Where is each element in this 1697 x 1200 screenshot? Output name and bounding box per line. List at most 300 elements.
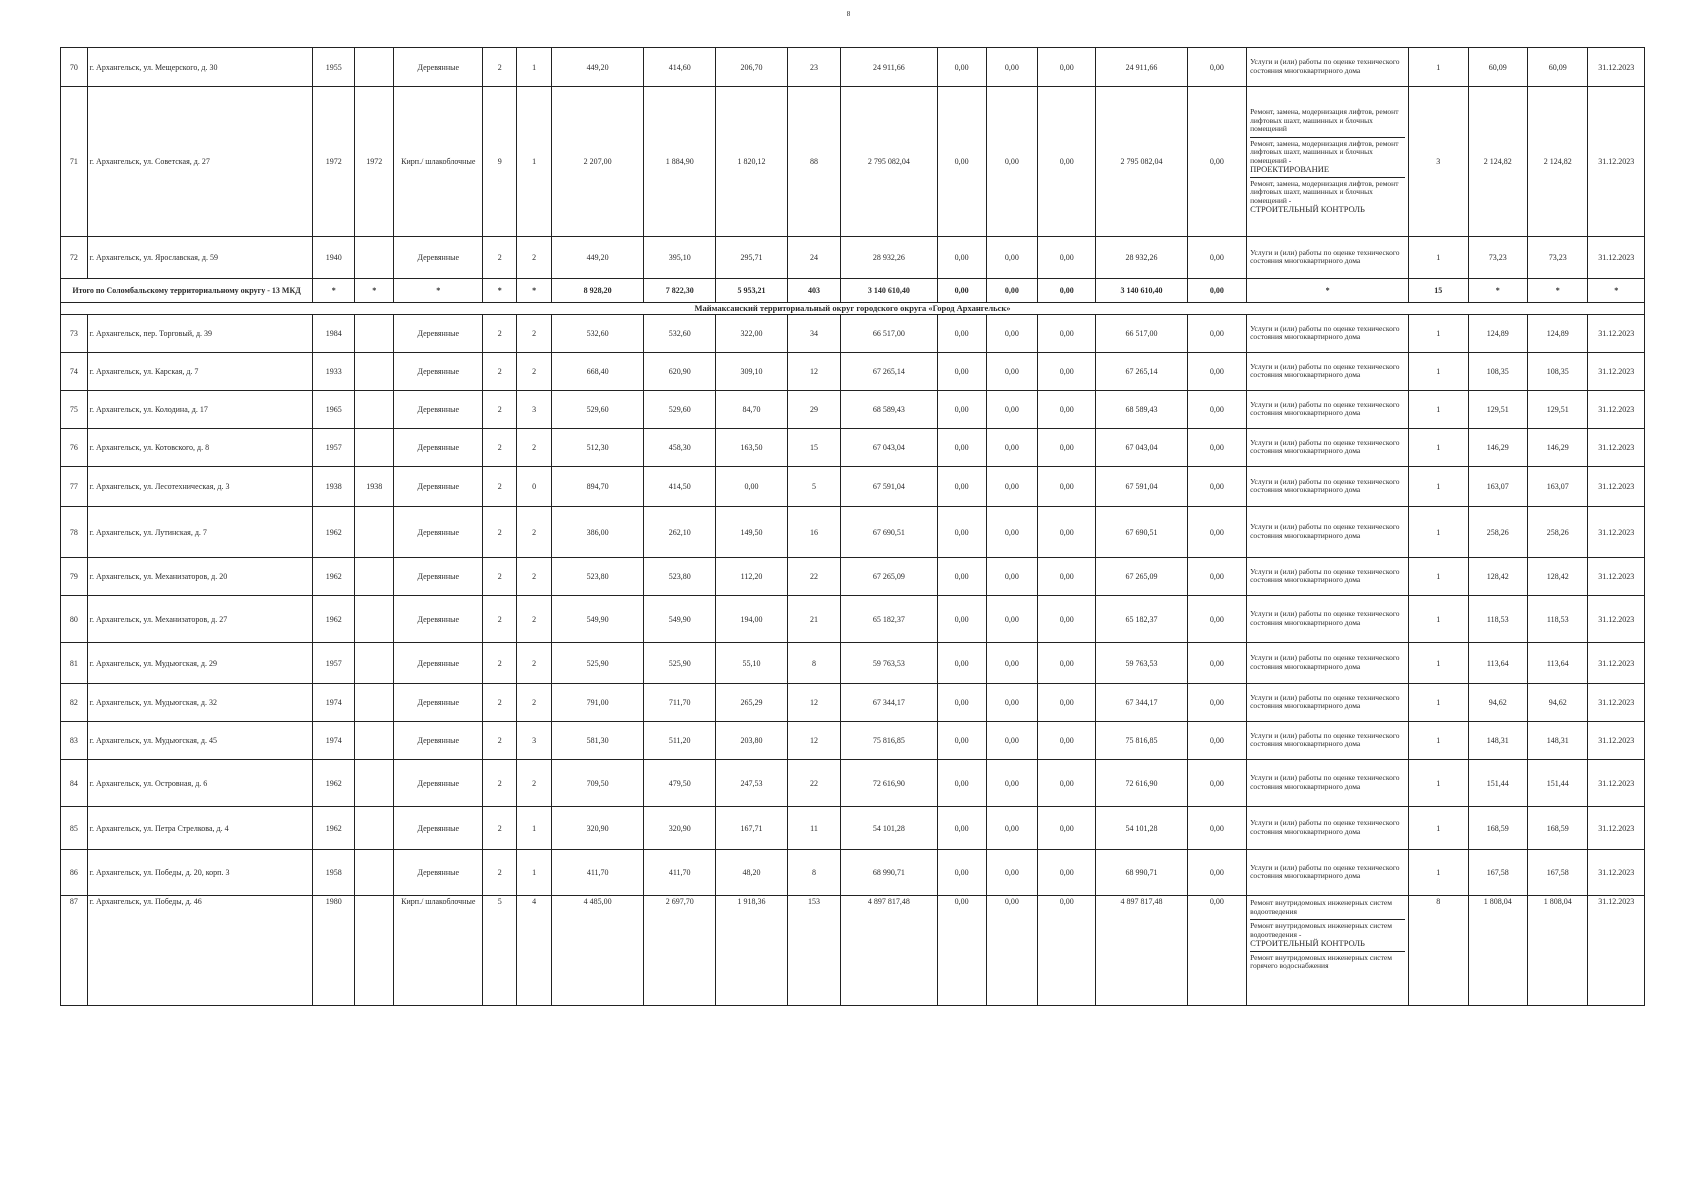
year-commissioned — [355, 643, 394, 684]
entrances-count: 3 — [517, 391, 552, 429]
floors-count: 2 — [483, 558, 517, 596]
year-commissioned — [355, 896, 394, 1006]
address-cell: г. Архангельск, ул. Островная, д. 6 — [87, 760, 313, 807]
wall-material: Кирп./ шлакоблочные — [394, 87, 483, 237]
fund-owners: 66 517,00 — [1096, 315, 1187, 353]
section-row — [61, 303, 1645, 315]
entrances-count: 1 — [517, 850, 552, 896]
wall-material: Деревянные — [394, 391, 483, 429]
units-count: 1 — [1409, 722, 1468, 760]
residents-count: 24 — [787, 237, 840, 279]
work-type-item — [1250, 952, 1405, 974]
work-type-text: Услуги и (или) работы по оценке технического состояния многоквартирного дома — [1250, 566, 1400, 584]
deadline-date: 31.12.2023 — [1588, 507, 1645, 558]
work-type-item — [1250, 652, 1405, 674]
owned-area: 295,71 — [716, 237, 788, 279]
year-commissioned — [355, 237, 394, 279]
year-built: 1933 — [313, 353, 355, 391]
residents-count: 15 — [787, 429, 840, 467]
total-residents: 403 — [787, 279, 840, 303]
living-area: 1 884,90 — [644, 87, 716, 237]
unit-cost: 258,26 — [1468, 507, 1527, 558]
total-living-area: 7 822,30 — [644, 279, 716, 303]
address-cell: г. Архангельск, ул. Мещерского, д. 30 — [87, 48, 313, 87]
living-area: 523,80 — [644, 558, 716, 596]
total-area: 2 207,00 — [552, 87, 644, 237]
fund-federal: 0,00 — [937, 315, 986, 353]
total-fund-local: 0,00 — [1037, 279, 1095, 303]
deadline-date: 31.12.2023 — [1588, 391, 1645, 429]
work-type-item — [1250, 399, 1405, 421]
floors-count: 2 — [483, 807, 517, 850]
deadline-date: 31.12.2023 — [1588, 353, 1645, 391]
fund-federal: 0,00 — [937, 391, 986, 429]
work-type-item — [1250, 437, 1405, 459]
total-entrances-star: * — [517, 279, 552, 303]
year-commissioned — [355, 684, 394, 722]
work-type-item — [1250, 361, 1405, 383]
unit-cost-max: 129,51 — [1527, 391, 1587, 429]
total-area: 668,40 — [552, 353, 644, 391]
work-type-text: Ремонт, замена, модернизация лифтов, ремонт лифтовых шахт, машинных и блочных помещений - — [1250, 138, 1399, 165]
living-area: 2 697,70 — [644, 896, 716, 1006]
fund-local: 0,00 — [1037, 684, 1095, 722]
work-type-cell — [1247, 896, 1409, 1006]
address-cell: г. Архангельск, ул. Ярославская, д. 59 — [87, 237, 313, 279]
work-type-text: Услуги и (или) работы по оценке технического состояния многоквартирного дома — [1250, 609, 1400, 627]
total-area: 8 928,20 — [552, 279, 644, 303]
fund-regional: 0,00 — [986, 467, 1037, 507]
unit-cost: 73,23 — [1468, 237, 1527, 279]
entrances-count: 2 — [517, 643, 552, 684]
fund-federal: 0,00 — [937, 429, 986, 467]
page-number: 8 — [846, 10, 851, 18]
work-type-cell — [1247, 760, 1409, 807]
work-type-item — [1250, 476, 1405, 498]
owned-area: 149,50 — [716, 507, 788, 558]
table-row — [61, 896, 1645, 1006]
units-count: 1 — [1409, 391, 1468, 429]
total-cost: 75 816,85 — [841, 722, 937, 760]
unit-cost: 124,89 — [1468, 315, 1527, 353]
work-type-item — [1250, 323, 1405, 345]
total-fund-owners: 3 140 610,40 — [1096, 279, 1187, 303]
work-type-cell — [1247, 722, 1409, 760]
work-type-text: Услуги и (или) работы по оценке технического состояния многоквартирного дома — [1250, 437, 1400, 455]
total-cost: 67 690,51 — [841, 507, 937, 558]
total-area: 709,50 — [552, 760, 644, 807]
work-type-item — [1250, 178, 1405, 217]
unit-cost: 1 808,04 — [1468, 896, 1527, 1006]
work-type-item — [1250, 692, 1405, 714]
work-type-cell — [1247, 807, 1409, 850]
deadline-date: 31.12.2023 — [1588, 760, 1645, 807]
work-type-text: Ремонт внутридомовых инженерных систем водоотведения — [1250, 898, 1392, 916]
fund-local: 0,00 — [1037, 507, 1095, 558]
year-built: 1958 — [313, 850, 355, 896]
fund-federal: 0,00 — [937, 237, 986, 279]
row-number: 70 — [61, 48, 88, 87]
total-area: 411,70 — [552, 850, 644, 896]
work-type-cell — [1247, 850, 1409, 896]
total-area: 894,70 — [552, 467, 644, 507]
entrances-count: 2 — [517, 429, 552, 467]
unit-cost-max: 73,23 — [1527, 237, 1587, 279]
entrances-count: 2 — [517, 315, 552, 353]
wall-material: Деревянные — [394, 643, 483, 684]
total-unit-cost-max-star: * — [1527, 279, 1587, 303]
fund-other: 0,00 — [1187, 596, 1246, 643]
fund-federal: 0,00 — [937, 596, 986, 643]
unit-cost-max: 168,59 — [1527, 807, 1587, 850]
total-fund-regional: 0,00 — [986, 279, 1037, 303]
row-number: 79 — [61, 558, 88, 596]
work-type-text: Услуги и (или) работы по оценке технического состояния многоквартирного дома — [1250, 323, 1400, 341]
total-cost: 67 344,17 — [841, 684, 937, 722]
entrances-count: 2 — [517, 558, 552, 596]
residents-count: 23 — [787, 48, 840, 87]
total-cost: 68 990,71 — [841, 850, 937, 896]
fund-local: 0,00 — [1037, 850, 1095, 896]
address-cell: г. Архангельск, ул. Карская, д. 7 — [87, 353, 313, 391]
floors-count: 9 — [483, 87, 517, 237]
year-built: 1972 — [313, 87, 355, 237]
row-number: 85 — [61, 807, 88, 850]
fund-federal: 0,00 — [937, 850, 986, 896]
address-cell: г. Архангельск, ул. Колодина, д. 17 — [87, 391, 313, 429]
fund-owners: 59 763,53 — [1096, 643, 1187, 684]
owned-area: 48,20 — [716, 850, 788, 896]
address-cell: г. Архангельск, ул. Котовского, д. 8 — [87, 429, 313, 467]
fund-local: 0,00 — [1037, 643, 1095, 684]
work-type-item — [1250, 56, 1405, 78]
floors-count: 2 — [483, 391, 517, 429]
unit-cost-max: 163,07 — [1527, 467, 1587, 507]
work-type-text: Услуги и (или) работы по оценке технического состояния многоквартирного дома — [1250, 361, 1400, 379]
row-number: 81 — [61, 643, 88, 684]
year-commissioned — [355, 315, 394, 353]
deadline-date: 31.12.2023 — [1588, 850, 1645, 896]
fund-other: 0,00 — [1187, 507, 1246, 558]
work-type-cell — [1247, 507, 1409, 558]
living-area: 549,90 — [644, 596, 716, 643]
work-type-cell — [1247, 558, 1409, 596]
living-area: 262,10 — [644, 507, 716, 558]
floors-count: 5 — [483, 896, 517, 1006]
fund-owners: 24 911,66 — [1096, 48, 1187, 87]
year-built: 1957 — [313, 643, 355, 684]
year-built: 1962 — [313, 807, 355, 850]
units-count: 1 — [1409, 48, 1468, 87]
fund-owners: 2 795 082,04 — [1096, 87, 1187, 237]
fund-other: 0,00 — [1187, 87, 1246, 237]
work-type-cell — [1247, 237, 1409, 279]
year-commissioned: 1938 — [355, 467, 394, 507]
deadline-date: 31.12.2023 — [1588, 684, 1645, 722]
fund-other: 0,00 — [1187, 315, 1246, 353]
fund-other: 0,00 — [1187, 760, 1246, 807]
work-type-item — [1250, 608, 1405, 630]
entrances-count: 1 — [517, 807, 552, 850]
table-row — [61, 760, 1645, 807]
wall-material: Деревянные — [394, 596, 483, 643]
residents-count: 5 — [787, 467, 840, 507]
unit-cost: 148,31 — [1468, 722, 1527, 760]
residents-count: 22 — [787, 760, 840, 807]
floors-count: 2 — [483, 353, 517, 391]
work-type-cell — [1247, 467, 1409, 507]
residents-count: 11 — [787, 807, 840, 850]
fund-owners: 72 616,90 — [1096, 760, 1187, 807]
work-type-cell — [1247, 87, 1409, 237]
table-row — [61, 643, 1645, 684]
units-count: 1 — [1409, 507, 1468, 558]
wall-material: Кирп./ шлакоблочные — [394, 896, 483, 1006]
residents-count: 16 — [787, 507, 840, 558]
fund-regional: 0,00 — [986, 558, 1037, 596]
units-count: 8 — [1409, 896, 1468, 1006]
total-units: 15 — [1409, 279, 1468, 303]
owned-area: 167,71 — [716, 807, 788, 850]
residents-count: 34 — [787, 315, 840, 353]
fund-federal: 0,00 — [937, 722, 986, 760]
total-area: 525,90 — [552, 643, 644, 684]
total-fund-other: 0,00 — [1187, 279, 1246, 303]
total-cost: 59 763,53 — [841, 643, 937, 684]
fund-owners: 28 932,26 — [1096, 237, 1187, 279]
work-type-item — [1250, 521, 1405, 543]
floors-count: 2 — [483, 429, 517, 467]
fund-regional: 0,00 — [986, 237, 1037, 279]
table-row — [61, 391, 1645, 429]
total-area: 549,90 — [552, 596, 644, 643]
living-area: 479,50 — [644, 760, 716, 807]
year-commissioned — [355, 722, 394, 760]
address-cell: г. Архангельск, пер. Торговый, д. 39 — [87, 315, 313, 353]
total-cost: 72 616,90 — [841, 760, 937, 807]
year-built: 1962 — [313, 558, 355, 596]
owned-area: 194,00 — [716, 596, 788, 643]
year-built: 1980 — [313, 896, 355, 1006]
work-type-text: Ремонт внутридомовых инженерных систем водоотведения - — [1250, 921, 1392, 939]
units-count: 1 — [1409, 467, 1468, 507]
work-type-text: Ремонт, замена, модернизация лифтов, ремонт лифтовых шахт, машинных и блочных помещений — [1250, 107, 1399, 134]
table-row — [61, 315, 1645, 353]
fund-federal: 0,00 — [937, 507, 986, 558]
row-number: 82 — [61, 684, 88, 722]
register-table — [60, 47, 1645, 1006]
owned-area: 247,53 — [716, 760, 788, 807]
table-row — [61, 48, 1645, 87]
residents-count: 8 — [787, 850, 840, 896]
total-cost: 67 265,09 — [841, 558, 937, 596]
unit-cost: 167,58 — [1468, 850, 1527, 896]
total-year2-star: * — [355, 279, 394, 303]
work-stage-label: СТРОИТЕЛЬНЫЙ КОНТРОЛЬ — [1250, 204, 1365, 215]
deadline-date: 31.12.2023 — [1588, 558, 1645, 596]
fund-owners: 68 589,43 — [1096, 391, 1187, 429]
row-number: 77 — [61, 467, 88, 507]
total-area: 320,90 — [552, 807, 644, 850]
deadline-date: 31.12.2023 — [1588, 807, 1645, 850]
table-row — [61, 353, 1645, 391]
residents-count: 88 — [787, 87, 840, 237]
total-area: 4 485,00 — [552, 896, 644, 1006]
owned-area: 55,10 — [716, 643, 788, 684]
fund-federal: 0,00 — [937, 643, 986, 684]
year-commissioned — [355, 429, 394, 467]
work-type-item — [1250, 920, 1405, 952]
fund-federal: 0,00 — [937, 807, 986, 850]
total-cost: 67 591,04 — [841, 467, 937, 507]
wall-material: Деревянные — [394, 507, 483, 558]
total-area: 532,60 — [552, 315, 644, 353]
year-commissioned: 1972 — [355, 87, 394, 237]
unit-cost-max: 258,26 — [1527, 507, 1587, 558]
floors-count: 2 — [483, 643, 517, 684]
unit-cost-max: 108,35 — [1527, 353, 1587, 391]
work-type-text: Услуги и (или) работы по оценке технического состояния многоквартирного дома — [1250, 247, 1400, 265]
unit-cost-max: 118,53 — [1527, 596, 1587, 643]
total-material-star: * — [394, 279, 483, 303]
year-built: 1974 — [313, 722, 355, 760]
entrances-count: 2 — [517, 237, 552, 279]
fund-local: 0,00 — [1037, 558, 1095, 596]
wall-material: Деревянные — [394, 850, 483, 896]
fund-local: 0,00 — [1037, 722, 1095, 760]
year-built: 1965 — [313, 391, 355, 429]
fund-owners: 67 265,14 — [1096, 353, 1187, 391]
deadline-date: 31.12.2023 — [1588, 596, 1645, 643]
row-number: 87 — [61, 896, 88, 1006]
wall-material: Деревянные — [394, 684, 483, 722]
total-work-star: * — [1247, 279, 1409, 303]
units-count: 1 — [1409, 596, 1468, 643]
fund-regional: 0,00 — [986, 896, 1037, 1006]
work-type-cell — [1247, 315, 1409, 353]
fund-owners: 54 101,28 — [1096, 807, 1187, 850]
table-row — [61, 87, 1645, 237]
wall-material: Деревянные — [394, 760, 483, 807]
total-cost: 67 043,04 — [841, 429, 937, 467]
fund-local: 0,00 — [1037, 467, 1095, 507]
address-cell: г. Архангельск, ул. Победы, д. 46 — [87, 896, 313, 1006]
fund-regional: 0,00 — [986, 596, 1037, 643]
fund-owners: 4 897 817,48 — [1096, 896, 1187, 1006]
work-stage-label: ПРОЕКТИРОВАНИЕ — [1250, 164, 1330, 175]
fund-regional: 0,00 — [986, 315, 1037, 353]
year-built: 1940 — [313, 237, 355, 279]
units-count: 1 — [1409, 760, 1468, 807]
unit-cost: 94,62 — [1468, 684, 1527, 722]
fund-local: 0,00 — [1037, 429, 1095, 467]
work-type-cell — [1247, 643, 1409, 684]
living-area: 414,60 — [644, 48, 716, 87]
address-cell: г. Архангельск, ул. Мудьюгская, д. 32 — [87, 684, 313, 722]
unit-cost: 108,35 — [1468, 353, 1527, 391]
residents-count: 8 — [787, 643, 840, 684]
work-type-cell — [1247, 48, 1409, 87]
residents-count: 12 — [787, 722, 840, 760]
address-cell: г. Архангельск, ул. Советская, д. 27 — [87, 87, 313, 237]
entrances-count: 2 — [517, 760, 552, 807]
register-table-container — [60, 47, 1645, 1006]
deadline-date: 31.12.2023 — [1588, 643, 1645, 684]
total-area: 523,80 — [552, 558, 644, 596]
fund-owners: 67 591,04 — [1096, 467, 1187, 507]
unit-cost: 2 124,82 — [1468, 87, 1527, 237]
work-type-item — [1250, 106, 1405, 138]
living-area: 395,10 — [644, 237, 716, 279]
deadline-date: 31.12.2023 — [1588, 429, 1645, 467]
unit-cost: 129,51 — [1468, 391, 1527, 429]
units-count: 1 — [1409, 429, 1468, 467]
floors-count: 2 — [483, 315, 517, 353]
fund-owners: 75 816,85 — [1096, 722, 1187, 760]
work-type-text: Ремонт внутридомовых инженерных систем горячего водоснабжения — [1250, 952, 1392, 970]
total-area: 386,00 — [552, 507, 644, 558]
floors-count: 2 — [483, 48, 517, 87]
year-commissioned — [355, 850, 394, 896]
unit-cost-max: 124,89 — [1527, 315, 1587, 353]
fund-owners: 67 344,17 — [1096, 684, 1187, 722]
address-cell: г. Архангельск, ул. Лесотехническая, д. 3 — [87, 467, 313, 507]
fund-owners: 68 990,71 — [1096, 850, 1187, 896]
fund-local: 0,00 — [1037, 237, 1095, 279]
total-cost: 28 932,26 — [841, 237, 937, 279]
fund-local: 0,00 — [1037, 896, 1095, 1006]
address-cell: г. Архангельск, ул. Победы, д. 20, корп. 3 — [87, 850, 313, 896]
total-area: 512,30 — [552, 429, 644, 467]
residents-count: 12 — [787, 684, 840, 722]
fund-regional: 0,00 — [986, 429, 1037, 467]
year-built: 1962 — [313, 507, 355, 558]
fund-regional: 0,00 — [986, 760, 1037, 807]
entrances-count: 1 — [517, 48, 552, 87]
wall-material: Деревянные — [394, 429, 483, 467]
work-type-text: Услуги и (или) работы по оценке технического состояния многоквартирного дома — [1250, 818, 1400, 836]
total-label: Итого по Соломбальскому территориальному округу - 13 МКД — [61, 279, 313, 303]
fund-federal: 0,00 — [937, 87, 986, 237]
floors-count: 2 — [483, 467, 517, 507]
floors-count: 2 — [483, 596, 517, 643]
work-type-text: Услуги и (или) работы по оценке технического состояния многоквартирного дома — [1250, 57, 1400, 75]
table-row — [61, 807, 1645, 850]
total-cost: 66 517,00 — [841, 315, 937, 353]
fund-local: 0,00 — [1037, 596, 1095, 643]
fund-other: 0,00 — [1187, 896, 1246, 1006]
table-row — [61, 237, 1645, 279]
total-cost: 2 795 082,04 — [841, 87, 937, 237]
living-area: 320,90 — [644, 807, 716, 850]
wall-material: Деревянные — [394, 807, 483, 850]
unit-cost: 60,09 — [1468, 48, 1527, 87]
deadline-date: 31.12.2023 — [1588, 315, 1645, 353]
units-count: 1 — [1409, 558, 1468, 596]
total-cost: 65 182,37 — [841, 596, 937, 643]
fund-other: 0,00 — [1187, 684, 1246, 722]
table-row — [61, 596, 1645, 643]
address-cell: г. Архангельск, ул. Мудьюгская, д. 45 — [87, 722, 313, 760]
total-row — [61, 279, 1645, 303]
living-area: 511,20 — [644, 722, 716, 760]
fund-owners: 67 043,04 — [1096, 429, 1187, 467]
living-area: 532,60 — [644, 315, 716, 353]
address-cell: г. Архангельск, ул. Механизаторов, д. 27 — [87, 596, 313, 643]
residents-count: 153 — [787, 896, 840, 1006]
total-owned-area: 5 953,21 — [716, 279, 788, 303]
address-cell: г. Архангельск, ул. Петра Стрелкова, д. 4 — [87, 807, 313, 850]
